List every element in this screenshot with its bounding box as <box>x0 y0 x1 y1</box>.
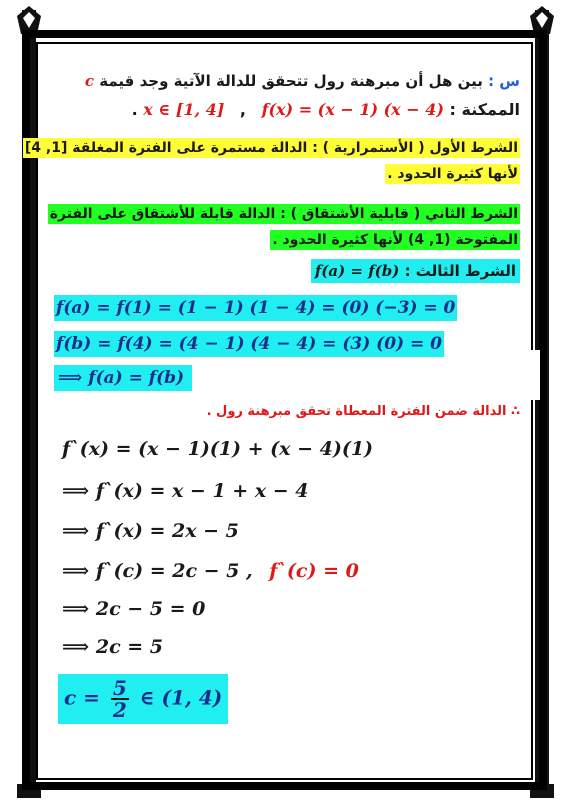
question-line2-prefix: الممكنة : <box>449 100 520 119</box>
derivation-line-4 <box>62 560 359 582</box>
derivation-line-4-main: ⟹ f`(c) = 2c − 5 , <box>62 560 253 582</box>
condition3-label: الشرط الثالث : <box>404 262 516 280</box>
final-answer <box>58 674 228 724</box>
condition3-line <box>50 262 520 280</box>
eq-fb-line <box>54 334 444 354</box>
derivation-line-5: ⟹ 2c − 5 = 0 <box>62 598 206 620</box>
derivation-red: f`(c) = 0 <box>269 560 359 582</box>
derivation-line-2: ⟹ f`(x) = x − 1 + x − 4 <box>62 480 309 502</box>
condition1-text1: الشرط الأول ( الأستمرارية ) : الدالة مستمرة على الفترة المغلقة [1, 4] <box>24 140 518 156</box>
question-line2: الممكنة : x ∈ [1, 4] , f(x) = (x − 1) (x − 4) . <box>131 100 520 119</box>
derivation-line-6: ⟹ 2c = 5 <box>62 636 164 658</box>
eq-fa: f(a) = f(1) = (1 − 1) (1 − 4) = (0) (−3) = 0 <box>54 295 457 321</box>
condition2-text1: الشرط الثاني ( قابلية الأشتقاق ) : الدالة قابلة للأشتقاق على الفترة <box>49 206 518 222</box>
derivation-line-3: ⟹ f`(x) = 2x − 5 <box>62 520 239 542</box>
final-rhs: ∈ (1, 4) <box>139 685 223 710</box>
question-var-c: c <box>84 72 95 90</box>
condition2-text2: المفتوحة (1, 4) لأنها كثيرة الحدود . <box>272 232 518 248</box>
conclusion-text: ∴ الدالة ضمن الفترة المعطاة تحقق مبرهنة رول . <box>206 404 520 419</box>
final-denominator: 2 <box>112 698 127 722</box>
condition1-text2: لأنها كثيرة الحدود . <box>387 166 518 182</box>
question-dot: . <box>131 100 138 119</box>
white-blot <box>470 350 540 400</box>
final-numerator: 5 <box>112 676 127 700</box>
question-line1 <box>50 72 520 90</box>
question-marker: س : <box>488 72 520 90</box>
condition2-line1 <box>50 206 520 222</box>
condition1-line2 <box>50 166 520 182</box>
eq-equal: ⟹ f(a) = f(b) <box>54 365 192 391</box>
final-lhs: c = <box>64 685 100 710</box>
conclusion-line <box>50 404 520 419</box>
eq-fb: f(b) = f(4) = (4 − 1) (4 − 4) = (3) (0) = 0 <box>54 331 444 357</box>
condition2-line2 <box>50 232 520 248</box>
eq-fa-line <box>54 298 457 318</box>
condition1-line1 <box>24 140 520 156</box>
question-text: بين هل أن مبرهنة رول تتحقق للدالة الآتية وجد قيمة <box>99 72 483 90</box>
condition3-box <box>311 259 520 283</box>
question-function: f(x) = (x − 1) (x − 4) <box>261 100 444 119</box>
final-fraction <box>111 678 129 720</box>
condition3-eq: f(a) = f(b) <box>314 262 400 280</box>
derivation-line-1: f`(x) = (x − 1)(1) + (x − 4)(1) <box>62 438 374 460</box>
final-answer-box <box>58 674 228 724</box>
eq-equal-line <box>54 368 192 388</box>
question-domain: x ∈ [1, 4] <box>143 100 225 119</box>
